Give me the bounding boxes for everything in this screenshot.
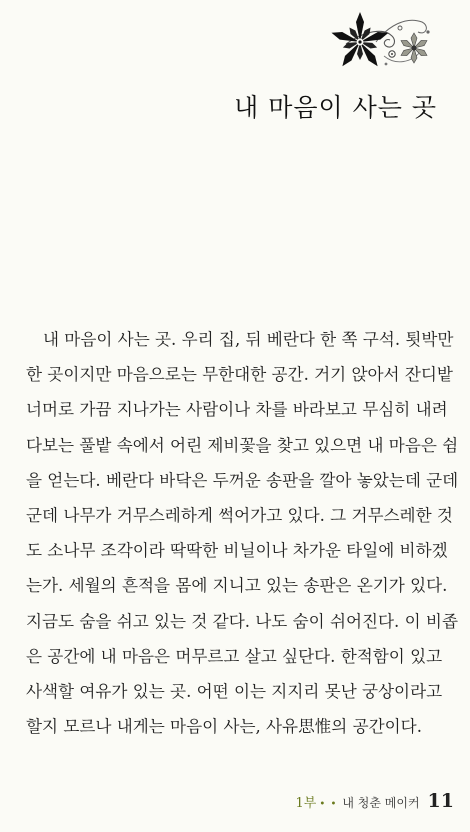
body-line: 한 곳이지만 마음으로는 무한대한 공간. 거기 앉아서 잔디밭 (26, 365, 453, 385)
body-line: 내 마음이 사는 곳. 우리 집, 뒤 베란다 한 쪽 구석. 툇박만 (43, 330, 454, 349)
body-line: 너머로 가끔 지나가는 사람이나 차를 바라보고 무심히 내려 (26, 400, 448, 420)
footer-section-title: 내 청춘 메이커 (342, 796, 420, 810)
essay-body (26, 322, 459, 744)
footer-separator: • • (319, 799, 338, 810)
body-line: 는가. 세월의 흔적을 몸에 지니고 있는 송판은 온기가 있다. (26, 576, 448, 596)
body-line: 사색할 여유가 있는 곳. 어떤 이는 지지리 못난 궁상이라고 (26, 681, 443, 701)
body-line: 도 소나무 조각이라 딱딱한 비닐이나 차가운 타일에 비하겠 (26, 541, 448, 561)
page-footer (296, 790, 454, 812)
body-line: 군데 나무가 거무스레하게 썩어가고 있다. 그 거무스레한 것 (26, 505, 453, 525)
footer-part-label: 1부 (295, 796, 317, 811)
body-line: 할지 모르나 내게는 마음이 사는, 사유思惟의 공간이다. (26, 717, 422, 737)
page-number: 11 (427, 790, 454, 812)
flower-ornament-icon (326, 10, 438, 80)
body-line: 지금도 숨을 쉬고 있는 것 같다. 나도 숨이 쉬어진다. 이 비좁 (26, 611, 458, 631)
chapter-title: 내 마음이 사는 곳 (234, 93, 437, 122)
body-line: 을 얻는다. 베란다 바닥은 두꺼운 송판을 깔아 놓았는데 군데 (26, 470, 459, 490)
body-line: 은 공간에 내 마음은 머무르고 살고 싶단다. 한적함이 있고 (26, 646, 443, 666)
body-line: 다보는 풀밭 속에서 어린 제비꽃을 찾고 있으면 내 마음은 쉼 (26, 435, 459, 455)
